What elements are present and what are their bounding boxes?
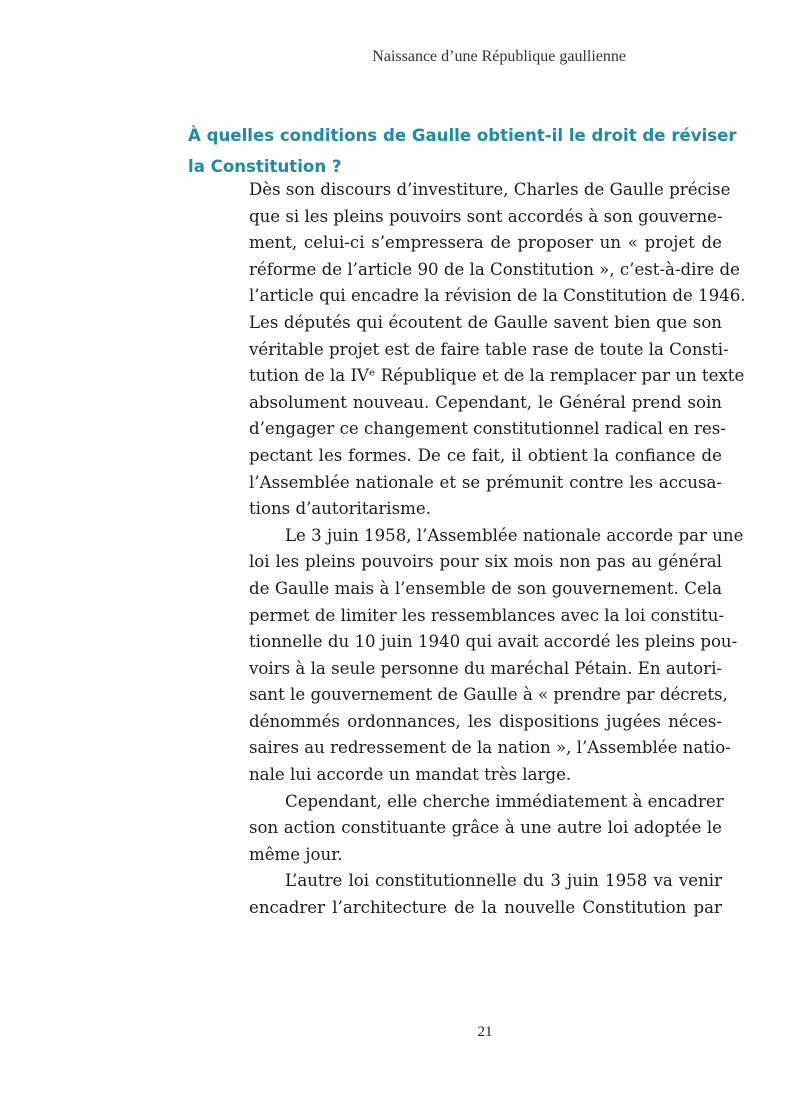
text-line: son action constituante grâce à une autre loi adoptée le [249, 818, 722, 838]
text-line: véritable projet est de faire table rase de toute la Consti- [249, 339, 729, 359]
text-line: Dès son discours d’investiture, Charles de Gaulle précise [249, 180, 731, 199]
text-line: que si les pleins pouvoirs sont accordés à son gouverne- [249, 206, 723, 226]
text-line: même jour. [249, 844, 343, 864]
section-heading [188, 120, 748, 182]
text-line: voirs à la seule personne du maréchal Pétain. En autori- [249, 658, 722, 678]
heading-line: la Constitution ? [188, 157, 342, 176]
paragraph [249, 523, 744, 789]
text-line: tution de la IVᵉ République et de la remplacer par un texte [249, 366, 745, 386]
text-line: l’Assemblée nationale et se prémunit contre les accusa- [249, 472, 722, 492]
text-line: tions d’autoritarisme. [249, 499, 431, 519]
text-line: de Gaulle mais à l’ensemble de son gouvernement. Cela [249, 578, 722, 598]
text-line: saires au redressement de la nation », l’Assemblée natio- [249, 738, 731, 758]
paragraph [249, 868, 722, 921]
text-line: d’engager ce changement constitutionnel radical en res- [249, 419, 726, 439]
body-text [249, 177, 746, 922]
text-line: Cependant, elle cherche immédiatement à encadrer [285, 791, 724, 811]
text-line: L’autre loi constitutionnelle du 3 juin 1958 va venir [285, 871, 722, 891]
text-line: absolument nouveau. Cependant, le Général prend soin [249, 392, 722, 412]
text-line: sant le gouvernement de Gaulle à « prendre par décrets, [249, 685, 728, 705]
text-line: encadrer l’architecture de la nouvelle Constitution par [249, 898, 722, 918]
running-header: Naissance d’une République gaullienne [372, 48, 626, 65]
text-line: tionnelle du 10 juin 1940 qui avait accordé les pleins pou- [249, 632, 738, 652]
text-line: réforme de l’article 90 de la Constitution », c’est-à-dire de [249, 259, 740, 279]
paragraph [249, 789, 722, 869]
text-line: nale lui accorde un mandat très large. [249, 765, 572, 785]
page-number: 21 [477, 1024, 493, 1040]
text-line: pectant les formes. De ce fait, il obtient la confiance de [249, 445, 722, 465]
text-line: permet de limiter les ressemblances avec la loi constitu- [249, 605, 725, 625]
text-line: l’article qui encadre la révision de la Constitution de 1946. [249, 286, 746, 306]
text-line: Les députés qui écoutent de Gaulle savent bien que son [249, 312, 722, 332]
text-line: loi les pleins pouvoirs pour six mois non pas au général [249, 552, 722, 572]
heading-line: À quelles conditions de Gaulle obtient-il le droit de réviser [188, 126, 737, 145]
text-line: dénommés ordonnances, les dispositions jugées néces- [249, 711, 722, 731]
text-line: ment, celui-ci s’empressera de proposer un « projet de [249, 233, 722, 253]
text-line: Le 3 juin 1958, l’Assemblée nationale accorde par une [285, 525, 744, 545]
paragraph [249, 177, 746, 523]
